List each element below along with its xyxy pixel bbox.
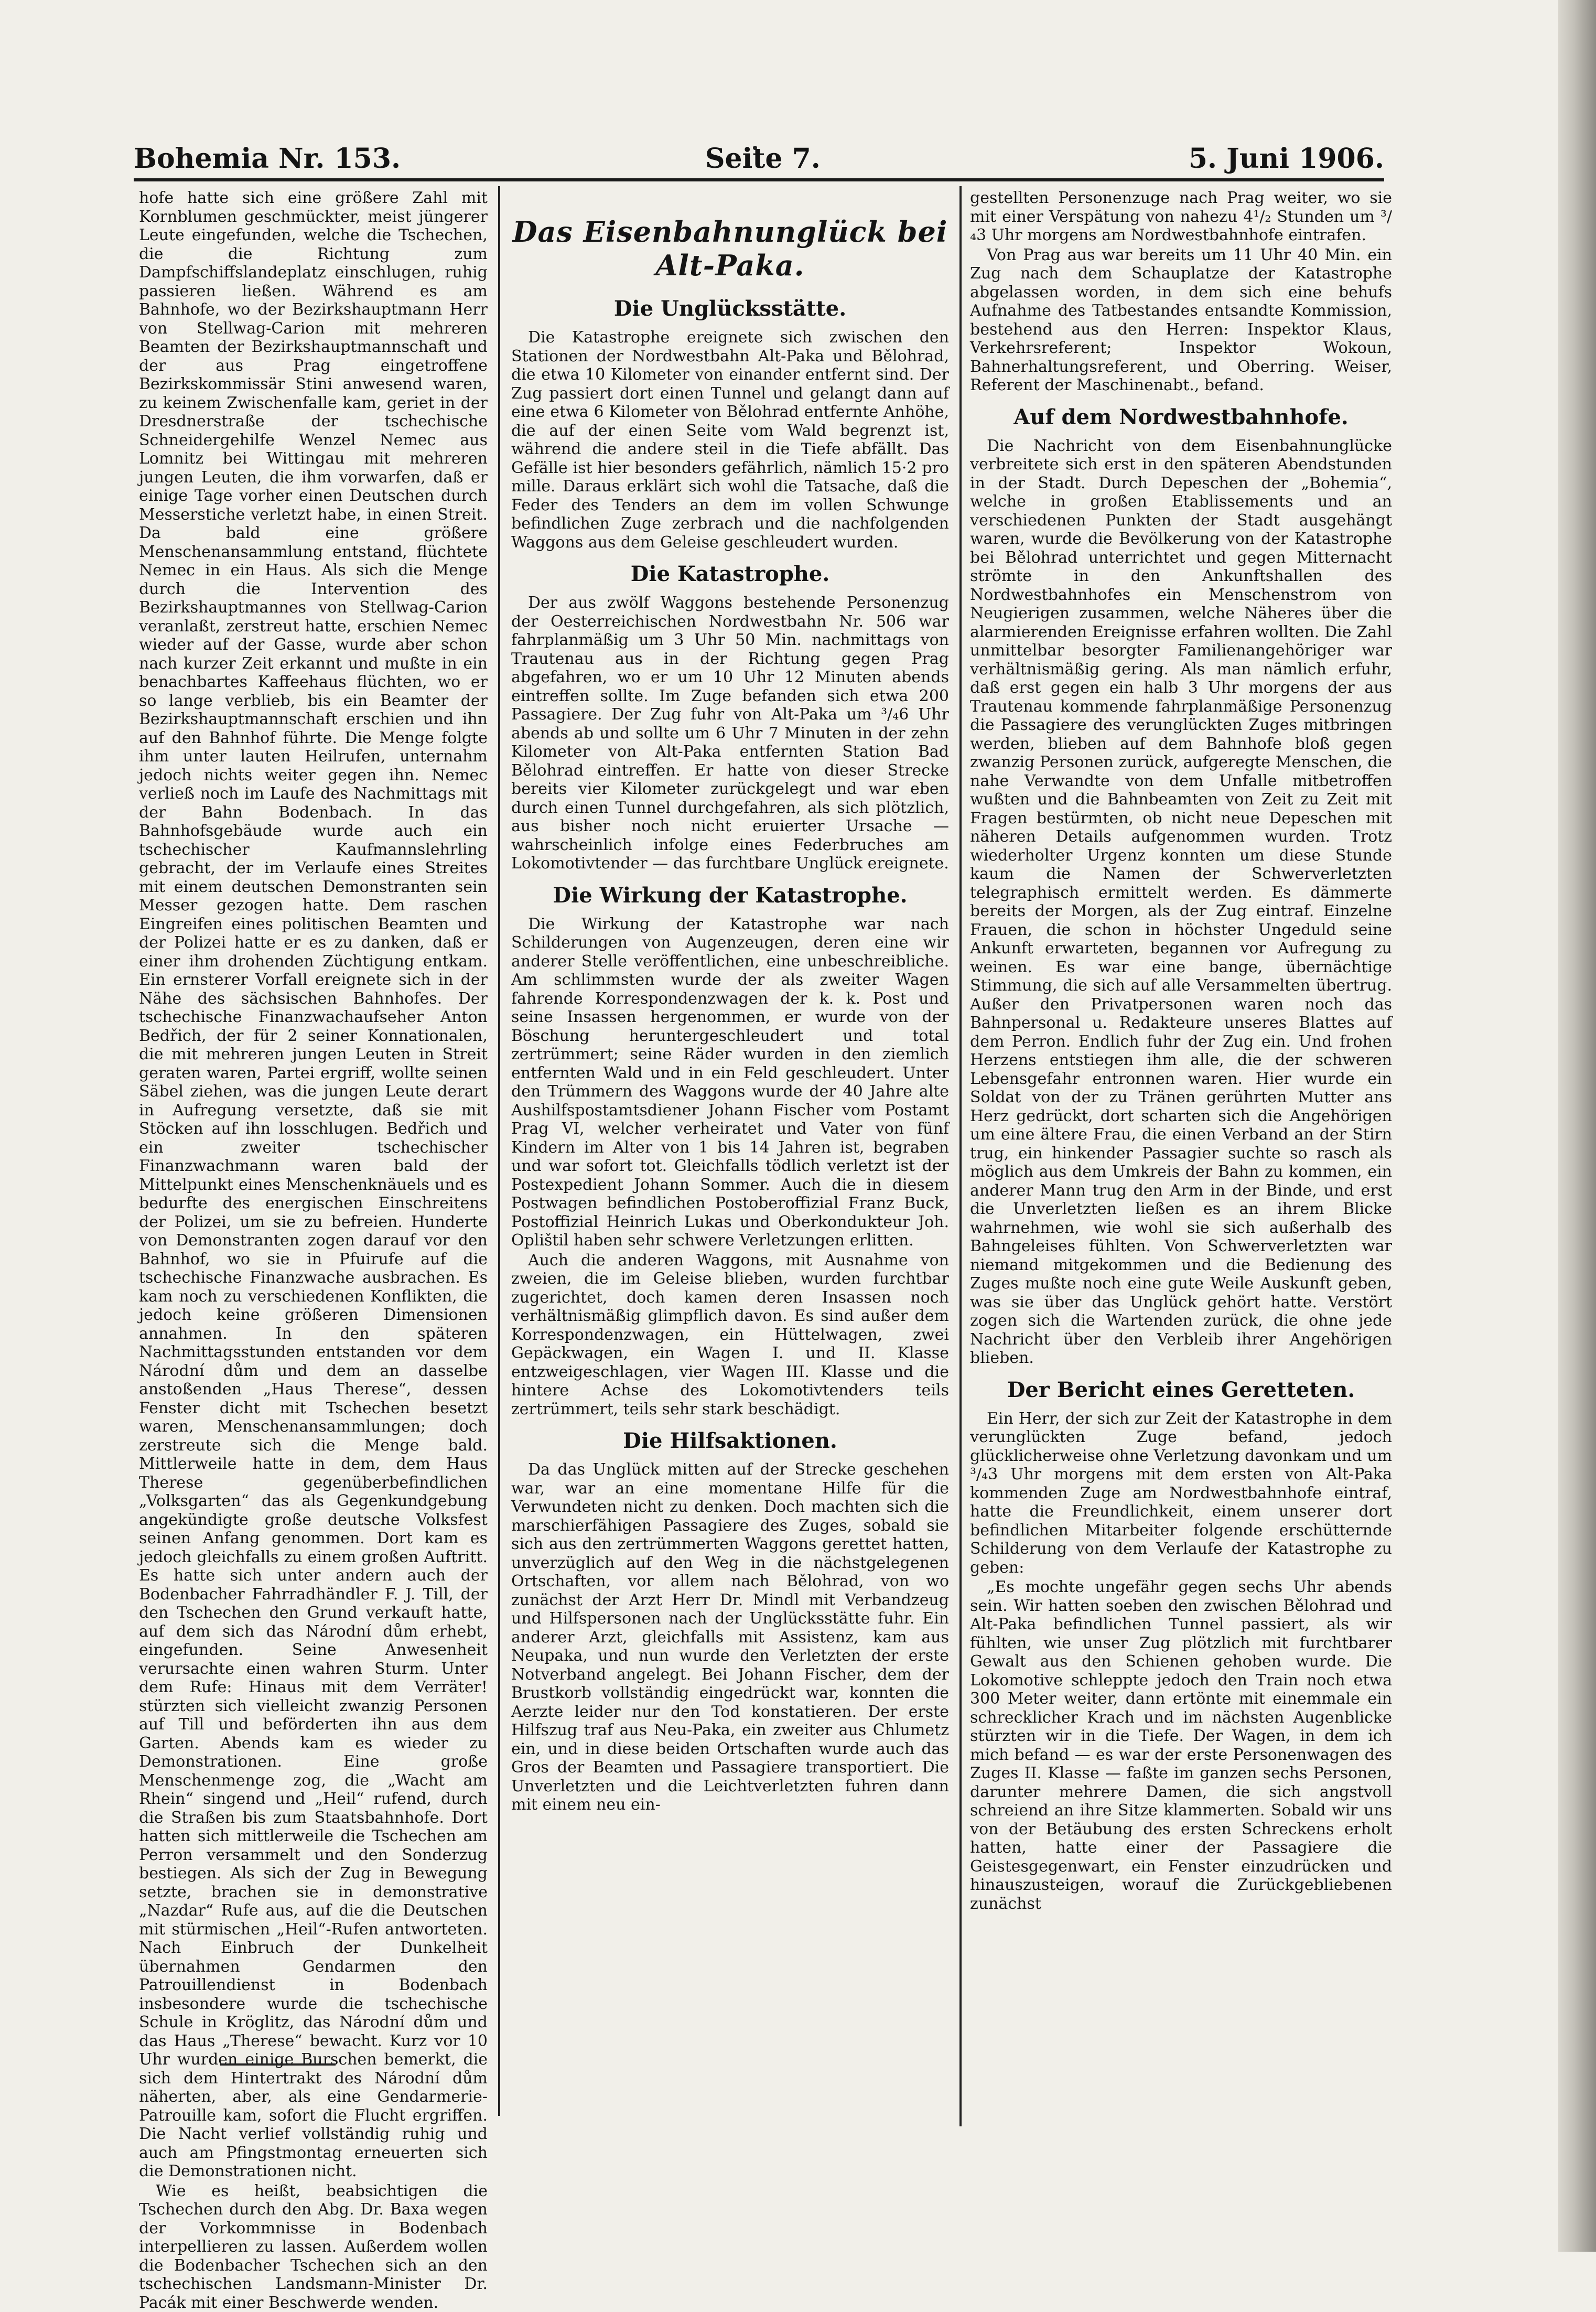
- column-3: [970, 189, 1392, 2129]
- section-paragraph: Die Wirkung der Katastrophe war nach Schilderungen von Augenzeugen, deren eine wir anderer Stelle veröffentlichen, eine unbeschreibliche. Am schlimmsten wurde der als zweiter Wagen fahrende Korrespondenzwagen der k. k. Post und seine Insassen hergenommen, er wurde von der Böschung heruntergeschleudert und total zertrümmert; seine Räder wurden in den ziemlich entfernten Wald und in ein Feld geschleudert. Unter den Trümmern des Waggons wurde der 40 Jahre alte Aushilfspostamtsdiener Johann Fischer vom Postamt Prag VI, welcher verheiratet und Vater von fünf Kindern im Alter von 1 bis 14 Jahren ist, begraben und war sofort tot. Gleichfalls tödlich verletzt ist der Postexpedient Johann Sommer. Auch die in diesem Postwagen befindlichen Postoberoffizial Franz Buck, Postoffizial Heinrich Lukas und Oberkondukteur Joh. Oplištil haben sehr schwere Verletzungen erlitten.: [511, 915, 949, 1250]
- header-date: 5. Juni 1906.: [1189, 143, 1384, 175]
- column-divider-2: [959, 186, 962, 2126]
- section-paragraph: Der aus zwölf Waggons bestehende Personenzug der Oesterreichischen Nordwestbahn Nr. 506 war fahrplanmäßig um 3 Uhr 50 Min. nachmittags von Trautenau aus in der Richtung gegen Prag abgefahren, wo er um 10 Uhr 12 Minuten abends eintreffen sollte. Im Zuge befanden sich etwa 200 Passagiere. Der Zug fuhr von Alt-Paka um ³/₄6 Uhr abends ab und sollte um 6 Uhr 7 Minuten in der zehn Kilometer von Alt-Paka entfernten Station Bad Bělohrad eintreffen. Er hatte von dieser Strecke bereits vier Kilometer zurückgelegt und war eben durch einen Tunnel durchgefahren, als sich plötzlich, aus bisher noch nicht eruierter Ursache — wahrscheinlich infolge eines Federbruches am Lokomotivtender — das furchtbare Unglück ereignete.: [511, 594, 949, 873]
- section-heading: Die Katastrophe.: [511, 562, 949, 586]
- header-rule: [134, 178, 1384, 181]
- scan-edge-shadow: [1558, 0, 1596, 2252]
- section-paragraph: Die Nachricht von dem Eisenbahnunglücke verbreitete sich erst in den späteren Abendstunden in der Stadt. Durch Depeschen der „Bohemia“, welche in großen Etablissements und an verschiedenen Punkten der Stadt ausgehängt waren, wurde die Bevölkerung von der Katastrophe bei Bělohrad unterrichtet und gegen Mitternacht strömte in den Ankunftshallen des Nordwestbahnhofes ein Menschenstrom von Neugierigen zusammen, welche Näheres über die alarmierenden Ereignisse erfahren wollten. Die Zahl unmittelbar besorgter Familienangehöriger war verhältnismäßig gering. Als man nämlich erfuhr, daß erst gegen ein halb 3 Uhr morgens der aus Trautenau kommende fahrplanmäßige Personenzug die Passagiere des verunglückten Zuges mitbringen werden, blieben auf dem Bahnhofe bloß gegen zwanzig Personen zurück, aufgeregte Menschen, die nahe Verwandte von dem Unfalle mitbetroffen wußten und die Bahnbeamten von Zeit zu Zeit mit Fragen bestürmten, ob nicht neue Depeschen mit näheren Details aufgenommen wurden. Trotz wiederholter Urgenz konnten um diese Stunde kaum die Namen der Schwerverletzten telegraphisch ermittelt werden. Es dämmerte bereits der Morgen, als der Zug eintraf. Einzelne Frauen, die schon in höchster Ungeduld seine Ankunft erwarteten, begannen vor Aufregung zu weinen. Es war eine bange, übernächtige Stimmung, die sich auf alle Versammelten übertrug. Außer den Privatpersonen waren noch das Bahnpersonal u. Redakteure unseres Blattes auf dem Perron. Endlich fuhr der Zug ein. Und frohen Herzens entstiegen ihm alle, die der schweren Lebensgefahr entronnen waren. Hier wurde ein Soldat von der zu Tränen gerührten Mutter ans Herz gedrückt, dort scharten sich die Angehörigen um eine ältere Frau, die einen Verband an der Stirn trug, ein hinkender Passagier suchte so rasch als möglich aus dem Umkreis der Bahn zu kommen, ein anderer Mann trug den Arm in der Binde, und erst die Unverletzten ließen es an ihrem Blicke wahrnehmen, wie wohl sie sich außerhalb des Bahngeleises fühlten. Von Schwerverletzten war niemand mitgekommen und die Bedienung des Zuges mußte noch eine gute Weile Auskunft geben, was sie über das Unglück gehört hatte. Verstört zogen sich die Wartenden zurück, die ohne jede Nachricht über den Verbleib ihrer Angehörigen blieben.: [970, 437, 1392, 1368]
- section-paragraph: Da das Unglück mitten auf der Strecke geschehen war, war an eine momentane Hilfe für die Verwundeten nicht zu denken. Doch machten sich die marschierfähigen Passagiere des Zuges, sobald sie sich aus den zertrümmerten Waggons gerettet hatten, unverzüglich auf den Weg in die nächstgelegenen Ortschaften, vor allem nach Bělohrad, von wo zunächst der Arzt Herr Dr. Mindl mit Verbandzeug und Hilfspersonen nach der Unglücksstätte fuhr. Ein anderer Arzt, gleichfalls mit Assistenz, kam aus Neupaka, und nun wurde den Verletzten der erste Notverband angelegt. Bei Johann Fischer, dem der Brustkorb vollständig eingedrückt war, konnten die Aerzte leider nur den Tod konstatieren. Der erste Hilfszug traf aus Neu-Paka, ein zweiter aus Chlumetz ein, und in diese beiden Ortschaften wurde auch das Gros der Beamten und Passagiere transportiert. Die Unverletzten und die Leichtverletzten fuhren dann mit einem neu ein-: [511, 1460, 949, 1814]
- section-heading: Der Bericht eines Geretteten.: [970, 1378, 1392, 1402]
- end-of-article-rule: [220, 2063, 336, 2066]
- section-paragraph: Auch die anderen Waggons, mit Ausnahme von zweien, die im Geleise blieben, wurden furchtbar zugerichtet, doch kamen deren Insassen noch verhältnismäßig glimpflich davon. Es sind außer dem Korrespondenzwagen, ein Hüttelwagen, zwei Gepäckwagen, ein Wagen I. und II. Klasse entzweigeschlagen, vier Wagen III. Klasse und die hintere Achse des Lokomotivtenders teils zertrümmert, teils sehr stark beschädigt.: [511, 1251, 949, 1419]
- column-1: [139, 189, 488, 2077]
- column-2: [511, 189, 949, 2129]
- header-publication: Bohemia Nr. 153.: [134, 143, 401, 175]
- section-heading: Auf dem Nordwestbahnhofe.: [970, 405, 1392, 429]
- col1-paragraph: hofe hatte sich eine größere Zahl mit Kornblumen geschmückter, meist jüngerer Leute eingefunden, welche die Tschechen, die die Richtung zum Dampfschiffslandeplatz einschlugen, ruhig passieren ließen. Während es am Bahnhofe, wo der Bezirkshauptmann Herr von Stellwag-Carion mit mehreren Beamten der Bezirkshauptmannschaft und der aus Prag eingetroffene Bezirkskommissär Stini anwesend waren, zu keinem Zwischenfalle kam, geriet in der Dresdnerstraße der tschechische Schneidergehilfe Wenzel Nemec aus Lomnitz bei Wittingau mit mehreren jungen Leuten, die ihm vorwarfen, daß er einige Tage vorher einen Deutschen durch Messerstiche verletzt habe, in einen Streit. Da bald eine größere Menschenansammlung entstand, flüchtete Nemec in ein Haus. Als sich die Menge durch die Intervention des Bezirkshauptmannes von Stellwag-Carion veranlaßt, zerstreut hatte, erschien Nemec wieder auf der Gasse, wurde aber schon nach kurzer Zeit erkannt und mußte in ein benachbartes Kaffeehaus flüchten, wo er so lange verblieb, bis ein Beamter der Bezirkshauptmannschaft erschien und ihn auf den Bahnhof führte. Die Menge folgte ihm unter lauten Heilrufen, unternahm jedoch nichts weiter gegen ihn. Nemec verließ noch im Laufe des Nachmittags mit der Bahn Bodenbach. In das Bahnhofsgebäude wurde auch ein tschechischer Kaufmannslehrling gebracht, der im Verlaufe eines Streites mit einem deutschen Demonstranten sein Messer gezogen hatte. Dem raschen Eingreifen eines politischen Beamten und der Polizei hatte er es zu danken, daß er einer ihm drohenden Züchtigung entkam. Ein ernsterer Vorfall ereignete sich in der Nähe des sächsischen Bahnhofes. Der tschechische Finanzwachaufseher Anton Bedřich, der für 2 seiner Konnationalen, die mit mehreren jungen Leuten in Streit geraten waren, Partei ergriff, wollte seinen Säbel ziehen, was die jungen Leute derart in Aufregung versetzte, daß sie mit Stöcken auf ihn losschlugen. Bedřich und ein zweiter tschechischer Finanzwachmann waren bald der Mittelpunkt eines Menschenknäuels und es bedurfte des energischen Einschreitens der Polizei, um sie zu befreien. Hunderte von Demonstranten zogen darauf vor den Bahnhof, wo sie in Pfuirufe auf die tschechische Finanzwache ausbrachen. Es kam noch zu verschiedenen Konflikten, die jedoch keine größeren Dimensionen annahmen. In den späteren Nachmittagsstunden entstanden vor dem Národní dům und dem an dasselbe anstoßenden „Haus Therese“, dessen Fenster dicht mit Tschechen besetzt waren, Menschenansammlungen; doch zerstreute sich die Menge bald. Mittlerweile hatte in dem, dem Haus Therese gegenüberbefindlichen „Volksgarten“ das als Gegenkundgebung angekündigte große deutsche Volksfest seinen Anfang genommen. Dort kam es jedoch gleichfalls zu einem großen Auftritt. Es hatte sich unter andern auch der Bodenbacher Fahrradhändler F. J. Till, der den Tschechen den Grund verkauft hatte, auf dem sich das Národní dům erhebt, eingefunden. Seine Anwesenheit verursachte einen wahren Sturm. Unter dem Rufe: Hinaus mit dem Verräter! stürzten sich vielleicht zwanzig Personen auf Till und beförderten ihn aus dem Garten. Abends kam es wieder zu Demonstrationen. Eine große Menschenmenge zog, die „Wacht am Rhein“ singend und „Heil“ rufend, durch die Straßen bis zum Staatsbahnhofe. Dort hatten sich mittlerweile die Tschechen am Perron versammelt und den Sonderzug bestiegen. Als sich der Zug in Bewegung setzte, brachen sie in demonstrative „Nazdar“ Rufe aus, auf die die Deutschen mit stürmischen „Heil“-Rufen antworteten. Nach Einbruch der Dunkelheit übernahmen Gendarmen den Patrouillendienst in Bodenbach insbesondere wurde die tschechische Schule in Kröglitz, das Národní dům und das Haus „Therese“ bewacht. Kurz vor 10 Uhr wurden einige Burschen bemerkt, die sich dem Hintertrakt des Národní dům näherten, aber, als eine Gendarmerie-Patrouille kam, sofort die Flucht ergriffen. Die Nacht verlief vollständig ruhig und auch am Pfingstmontag erneuerten sich die Demonstrationen nicht.: [139, 189, 488, 2181]
- section-heading: Die Wirkung der Katastrophe.: [511, 884, 949, 908]
- section-paragraph: gestellten Personenzuge nach Prag weiter, wo sie mit einer Verspätung von nahezu 4¹/₂ Stunden um ³/₄3 Uhr morgens am Nordwestbahnhofe eintrafen.: [970, 189, 1392, 245]
- article-title: Das Eisenbahnunglück bei Alt-Paka.: [511, 215, 949, 282]
- page-header: [134, 137, 1384, 179]
- section-paragraph: Von Prag aus war bereits um 11 Uhr 40 Min. ein Zug nach dem Schauplatze der Katastrophe abgelassen worden, in dem sich eine behufs Aufnahme des Tatbestandes entsandte Kommission, bestehend aus den Herren: Inspektor Klaus, Verkehrsreferent; Inspektor Wokoun, Bahnerhaltungsreferent, und Oberring. Weiser, Referent der Maschinenabt., befand.: [970, 246, 1392, 395]
- section-heading: Die Hilfsaktionen.: [511, 1429, 949, 1453]
- column-divider-1: [498, 186, 500, 2116]
- section-paragraph: Ein Herr, der sich zur Zeit der Katastrophe in dem verunglückten Zuge befand, jedoch glücklicherweise ohne Verletzung davonkam und um ³/₄3 Uhr morgens mit dem ersten von Alt-Paka kommenden Zuge am Nordwestbahnhofe eintraf, hatte die Freundlichkeit, einem unserer dort befindlichen Mitarbeiter folgende erschütternde Schilderung von dem Verlaufe der Katastrophe zu geben:: [970, 1410, 1392, 1577]
- section-heading: Die Unglücksstätte.: [511, 297, 949, 321]
- header-page-number: Seite 7.: [705, 143, 821, 175]
- section-paragraph: Die Katastrophe ereignete sich zwischen den Stationen der Nordwestbahn Alt-Paka und Bělohrad, die etwa 10 Kilometer von einander entfernt sind. Der Zug passiert dort einen Tunnel und gelangt dann auf eine etwa 6 Kilometer von Bělohrad entfernte Anhöhe, die auf der einen Seite vom Wald begrenzt ist, während die andere steil in die Tiefe abfällt. Das Gefälle ist hier besonders gefährlich, nämlich 15·2 pro mille. Daraus erklärt sich wohl die Tatsache, daß die Feder des Tenders an dem im vollen Schwunge befindlichen Zuge zerbrach und die nachfolgenden Waggons aus dem Geleise geschleudert wurden.: [511, 328, 949, 552]
- section-paragraph: „Es mochte ungefähr gegen sechs Uhr abends sein. Wir hatten soeben den zwischen Bělohrad und Alt-Paka befindlichen Tunnel passiert, als wir fühlten, wie unser Zug plötzlich mit furchtbarer Gewalt aus den Schienen gehoben wurde. Die Lokomotive schleppte jedoch den Train noch etwa 300 Meter weiter, dann ertönte mit einemmale ein schrecklicher Krach und im nächsten Augenblicke stürzten wir in die Tiefe. Der Wagen, in dem ich mich befand — es war der erste Personenwagen des Zuges II. Klasse — faßte im ganzen sechs Personen, darunter mehrere Damen, die sich angstvoll schreiend an ihre Sitze klammerten. Sobald wir uns von der Betäubung des ersten Schreckens erholt hatten, hatte einer der Passagiere die Geistesgegenwart, ein Fenster einzudrücken und hinauszusteigen, worauf die Zurückgebliebenen zunächst: [970, 1578, 1392, 1913]
- col1-paragraph: Wie es heißt, beabsichtigen die Tschechen durch den Abg. Dr. Baxa wegen der Vorkommnisse in Bodenbach interpellieren zu lassen. Außerdem wollen die Bodenbacher Tschechen sich an den tschechischen Landsmann-Minister Dr. Pacák mit einer Beschwerde wenden.: [139, 2182, 488, 2312]
